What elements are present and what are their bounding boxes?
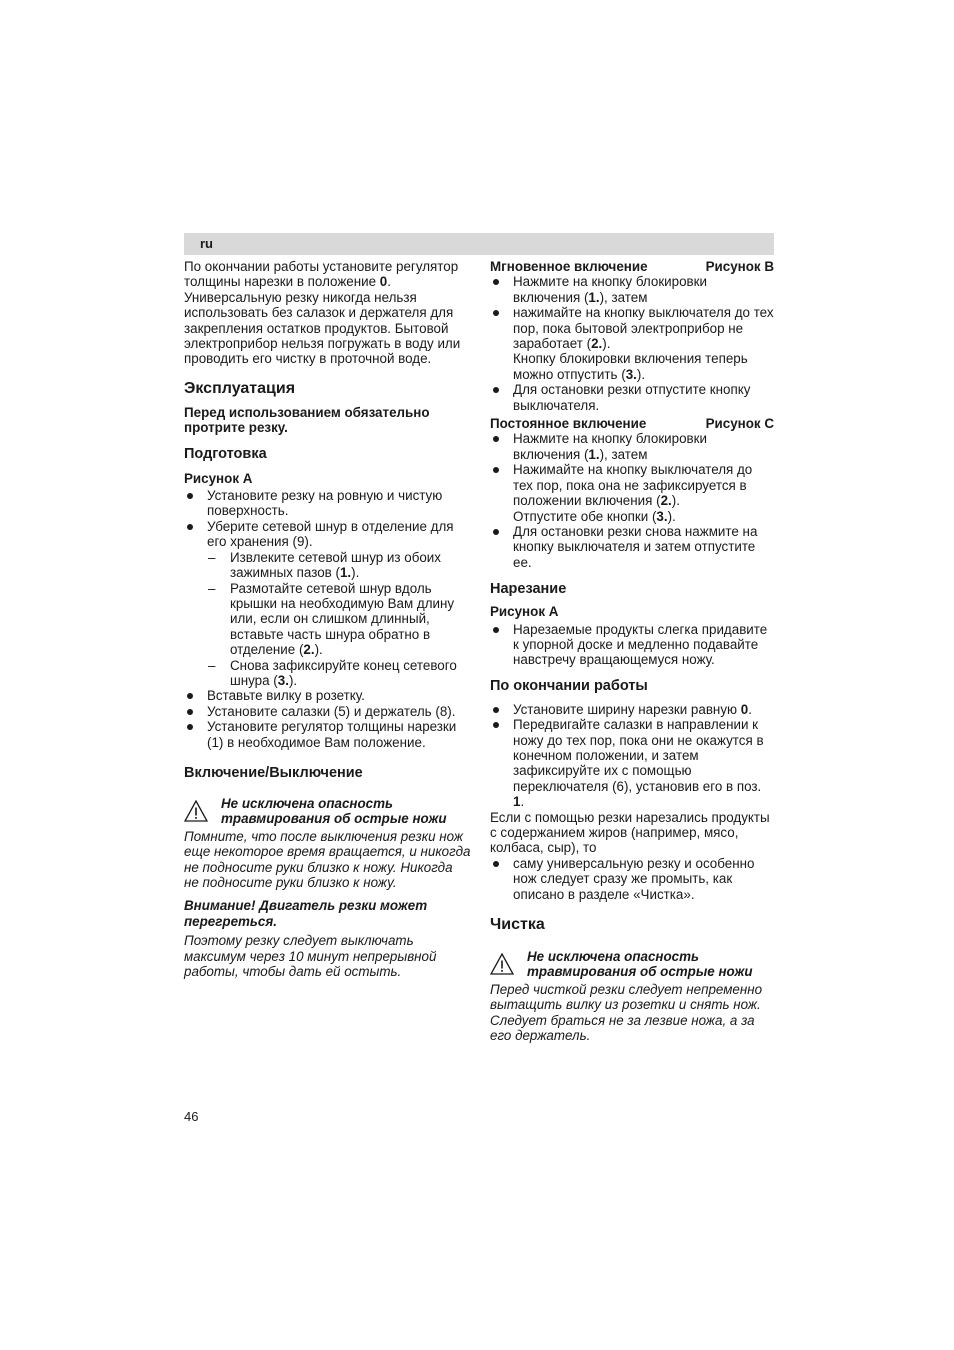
intro-paragraph-2: Универсальную резку никогда нельзя использовать без салазок и держателя для закрепления остатков продуктов. Бытовой электроприбор нельзя погружать в воду или проводить его чистку в проточной воде. (184, 289, 461, 367)
after-work-list (490, 702, 774, 810)
figure-ref-b: Рисунок B (705, 259, 774, 274)
warning-text: Помните, что после выключения резки нож еще некоторое время вращается, и никогда не подносите руки близко к ножу. Никогда не подносите руки близко к ножу. (184, 828, 471, 890)
fat-products-paragraph: Если с помощью резки нарезались продукты с содержанием жиров (например, мясо, колбаса, сыр), то (490, 809, 770, 856)
language-bar (184, 233, 774, 255)
preparation-heading: Подготовка (184, 445, 267, 462)
washing-list (490, 856, 774, 902)
cleaning-warning-title: Не исключена опасность травмирования об острые ножи (527, 949, 753, 980)
left-column (184, 259, 471, 979)
list-item: Установите резку на ровную и чистую поверхность. (184, 488, 471, 519)
constant-on-label: Постоянное включение (490, 416, 647, 432)
instant-on-list (490, 274, 774, 413)
cutting-list (490, 622, 774, 668)
list-item: Нарезаемые продукты слегка придавите к упорной доске и медленно подавайте навстречу вращающемуся ножу. (490, 622, 774, 668)
list-item: Для остановки резки снова нажмите на кнопку выключателя и затем отпустите ее. (490, 524, 774, 570)
list-item: Передвигайте салазки в направлении к ножу до тех пор, пока они не окажутся в конечном положении, и затем зафиксируйте их с помощью переключателя (6), установив его в поз. 1. (490, 717, 774, 809)
language-code: ru (200, 236, 213, 251)
intro-paragraph-1: По окончании работы установите регулятор толщины нарезки в положение 0. (184, 259, 459, 290)
on-off-heading: Включение/Выключение (184, 764, 363, 781)
attention-text: Поэтому резку следует выключать максимум через 10 минут непрерывной работы, чтобы дать ей остыть. (184, 933, 437, 980)
list-item: Установите ширину нарезки равную 0. (490, 702, 774, 717)
after-work-heading: По окончании работы (490, 677, 648, 694)
cleaning-warning-block (490, 949, 774, 980)
warning-block (184, 796, 471, 827)
list-item: нажимайте на кнопку выключателя до тех пор, пока бытовой электроприбор не заработает (2.). Кнопку блокировки включения теперь можно отпустить (3.). (490, 305, 774, 382)
list-item: Установите салазки (5) и держатель (8). (184, 704, 471, 719)
list-item: Для остановки резки отпустите кнопку выключателя. (490, 382, 774, 413)
list-item: Уберите сетевой шнур в отделение для его хранения (9). – Извлеките сетевой шнур из обоих зажимных пазов (1.). – Размотайте сетевой шнур вдоль крышки на необходимую Вам длину или, если он слишком длинный, вставьте часть шнура обратно в отделение (2.). – Снова зафиксируйте конец сетевого шнура (3.). (184, 519, 471, 688)
cleaning-warning-text: Перед чисткой резки следует непременно вытащить вилку из розетки и снять нож. Следует браться не за лезвие ножа, а за его держатель. (490, 981, 763, 1044)
figure-ref-c: Рисунок C (705, 416, 774, 432)
list-item: – Извлеките сетевой шнур из обоих зажимных пазов (1.). (184, 550, 471, 581)
instant-on-heading (490, 259, 774, 274)
figure-ref-a-cutting: Рисунок A (490, 604, 559, 620)
operation-note: Перед использованием обязательно протрите резку. (184, 404, 430, 436)
warning-title: Не исключена опасность травмирования об острые ножи (221, 795, 447, 827)
constant-on-heading (490, 416, 774, 431)
operation-heading: Эксплуатация (184, 379, 296, 397)
warning-triangle-icon (184, 800, 208, 822)
figure-ref-a: Рисунок A (184, 470, 253, 486)
right-column (490, 259, 774, 1043)
list-item: саму универсальную резку и особенно нож следует сразу же промыть, как описано в разделе «Чистка». (490, 856, 774, 902)
cleaning-heading: Чистка (490, 916, 545, 934)
list-item: Вставьте вилку в розетку. (184, 688, 471, 703)
cord-steps-list (184, 550, 471, 689)
list-item: – Снова зафиксируйте конец сетевого шнура (3.). (184, 658, 471, 689)
list-item: – Размотайте сетевой шнур вдоль крышки на необходимую Вам длину или, если он слишком длинный, вставьте часть шнура обратно в отделение (2.). (184, 581, 471, 658)
preparation-list (184, 488, 471, 750)
list-item: Нажмите на кнопку блокировки включения (1.), затем (490, 431, 774, 462)
constant-on-list (490, 431, 774, 570)
list-item: Установите регулятор толщины нарезки (1) в необходимое Вам положение. (184, 719, 471, 750)
list-item: Нажимайте на кнопку выключателя до тех пор, пока она не зафиксируется в положении включения (2.). Отпустите обе кнопки (3.). (490, 462, 774, 524)
attention-title: Внимание! Двигатель резки может перегреться. (184, 898, 428, 929)
warning-triangle-icon (490, 953, 514, 975)
instant-on-label: Мгновенное включение (490, 259, 648, 274)
list-item: Нажмите на кнопку блокировки включения (1.), затем (490, 274, 774, 305)
cutting-heading: Нарезание (490, 581, 567, 598)
page-number: 46 (184, 1109, 199, 1124)
